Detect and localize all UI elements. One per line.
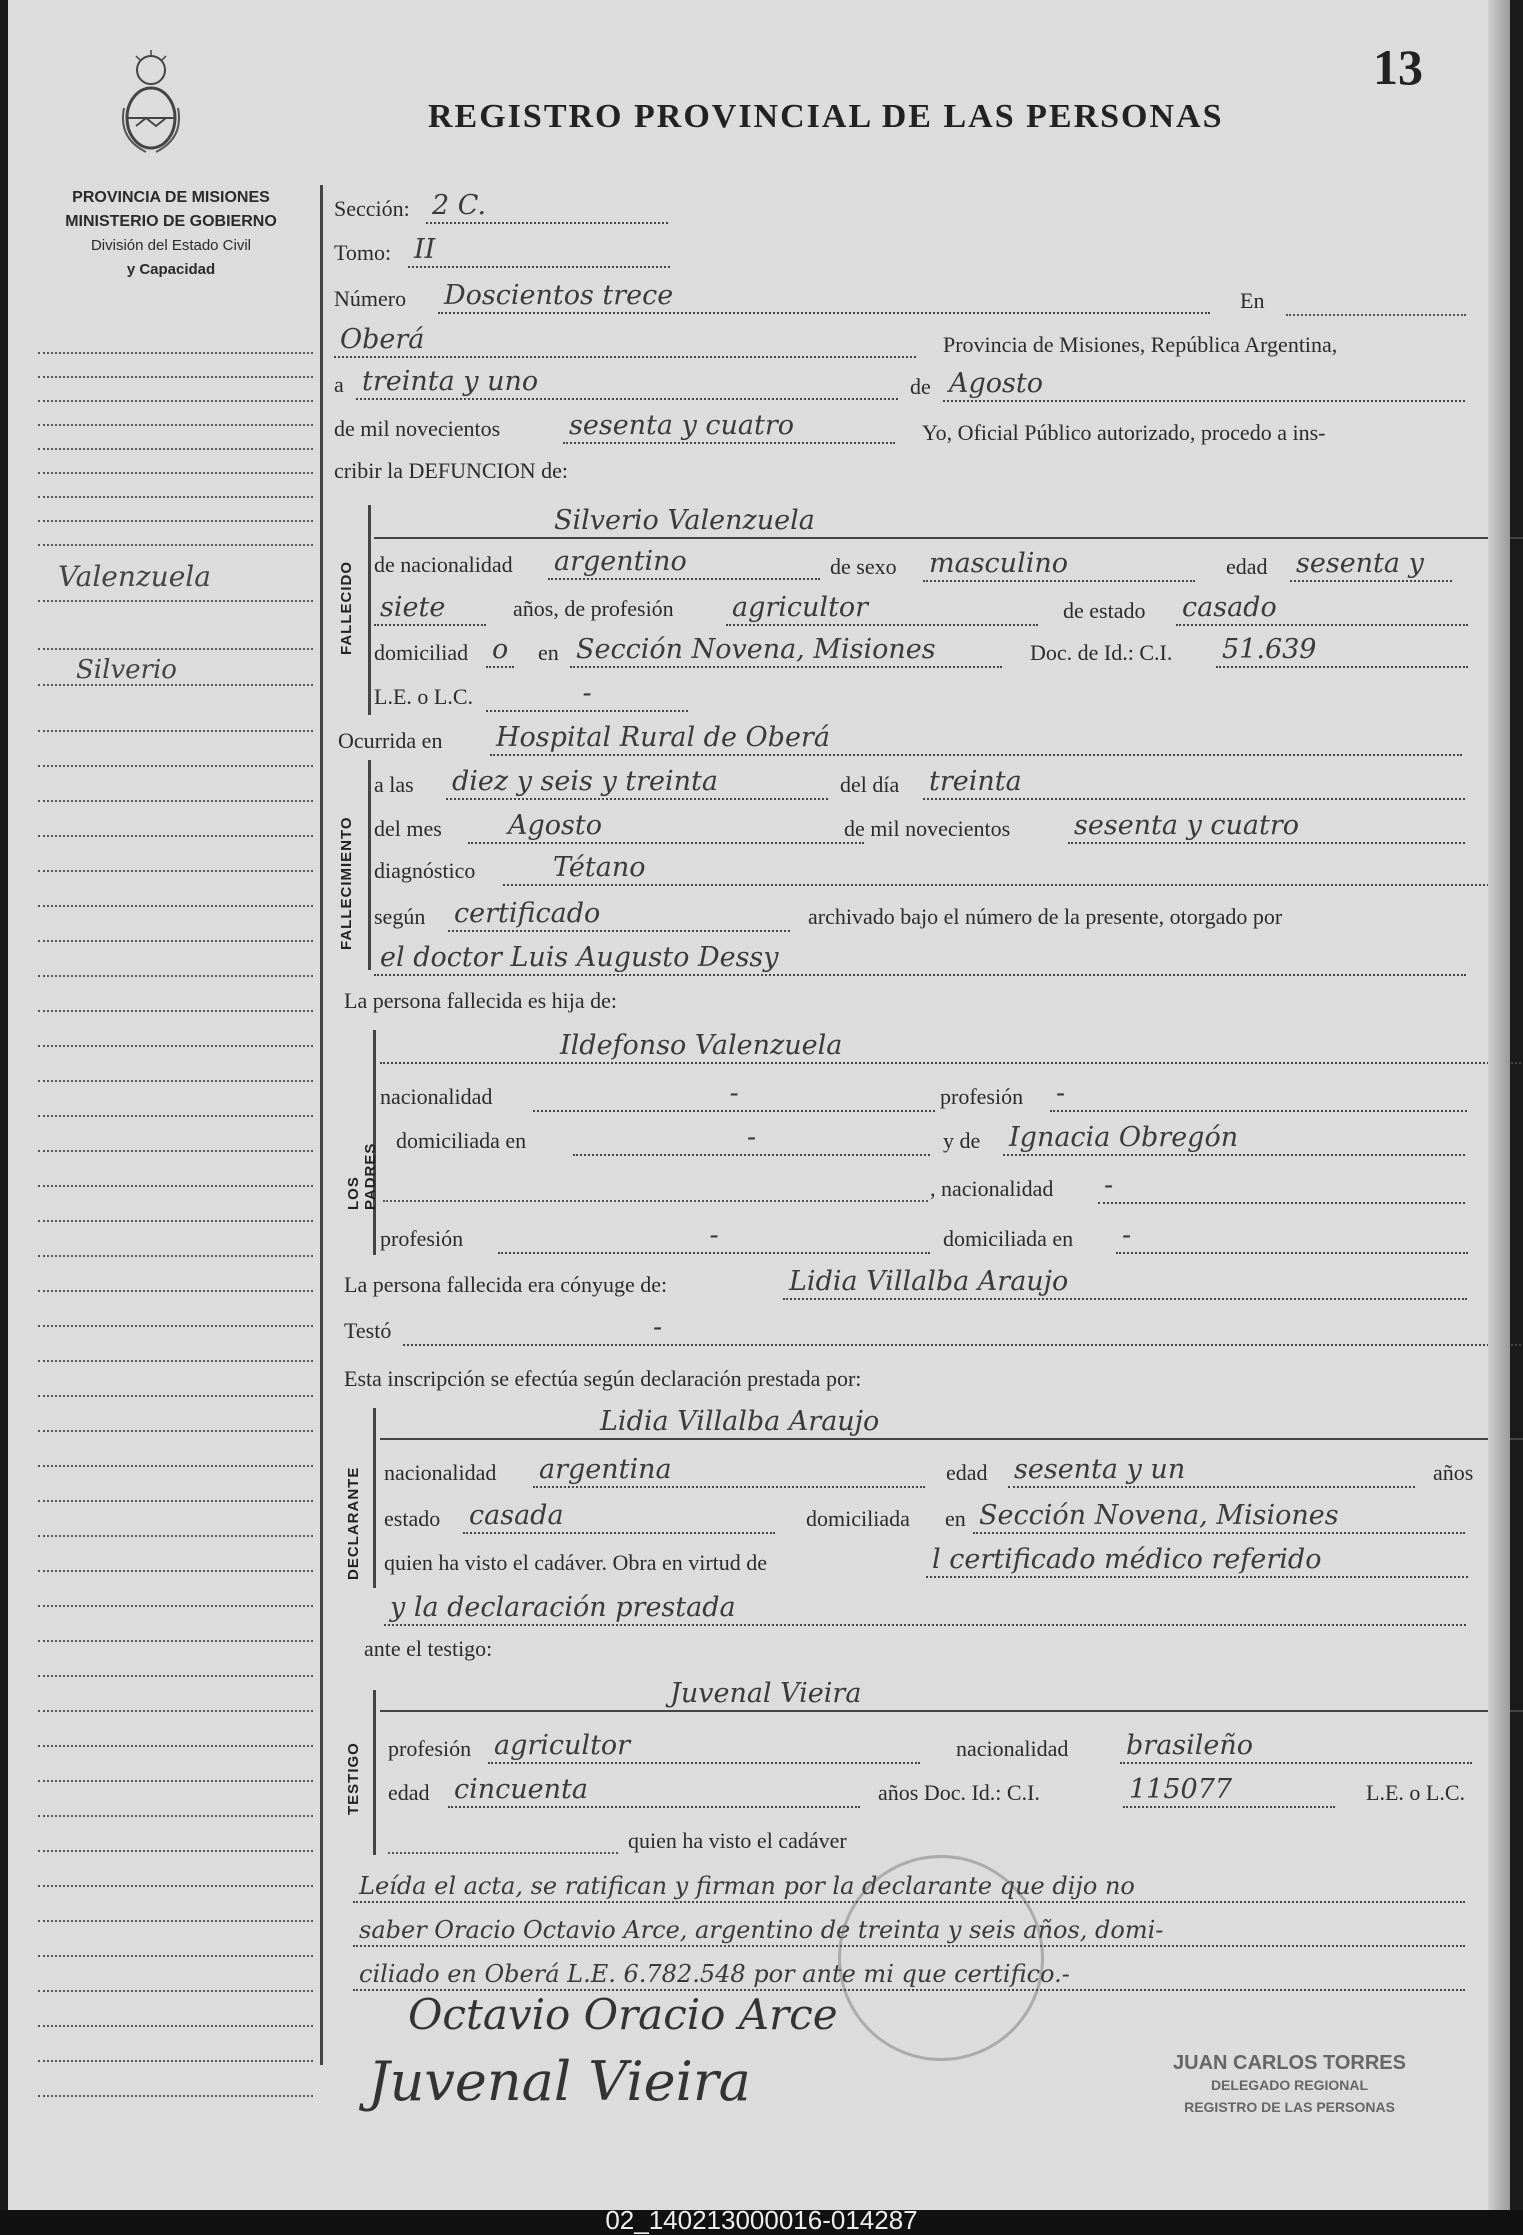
fallecido-nacionalidad-value: argentino [548, 546, 820, 580]
officer-name: JUAN CARLOS TORRES [1173, 2052, 1406, 2074]
declarante-anos-label: años [1433, 1460, 1474, 1485]
seccion-value: 2 C. [426, 190, 668, 224]
signature-2: Juvenal Vieira [368, 2050, 751, 2113]
fallecido-le-label: L.E. o L.C. [374, 684, 473, 709]
fallecido-domicilio-value: Sección Novena, Misiones [570, 634, 1002, 668]
declarante-cadaver-text: quien ha visto el cadáver. Obra en virtud de [384, 1550, 768, 1575]
fallecido-sexo-value: masculino [923, 548, 1195, 582]
declarante-domiciliada-label: domiciliada [806, 1506, 910, 1531]
padres-intro: La persona fallecida es hija de: [344, 988, 618, 1013]
testo-value: - [403, 1312, 1523, 1346]
archivado-text: archivado bajo el número de la presente, otorgado por [808, 904, 1283, 929]
margin-given-name: Silverio [76, 655, 177, 685]
medico-value: el doctor Luis Augusto Dessy [374, 942, 1466, 976]
year-value: sesenta y cuatro [563, 410, 895, 444]
anio-value: sesenta y cuatro [1068, 810, 1465, 844]
officer-stamp [1173, 2052, 1406, 2118]
testo-label: Testó [344, 1318, 392, 1343]
padres-profesion-label: profesión [940, 1084, 1024, 1109]
padres-profesion2-value: - [498, 1220, 930, 1254]
column-divider [320, 185, 323, 2065]
de-mil-label: de mil novecientos [844, 816, 1011, 841]
declarante-nacionalidad-value: argentina [533, 1454, 925, 1488]
conyuge-value: Lidia Villalba Araujo [783, 1266, 1467, 1300]
tomo-label: Tomo: [334, 240, 392, 265]
padre-nombre: Ildefonso Valenzuela [380, 1030, 1523, 1064]
ocurrida-label: Ocurrida en [338, 728, 443, 753]
seccion-label: Sección: [334, 196, 410, 221]
day-value: treinta y uno [356, 366, 898, 400]
tomo-value: II [408, 234, 670, 268]
fallecido-estado-value: casado [1176, 592, 1468, 626]
en-label: En [1240, 288, 1265, 313]
footer-bar [0, 2205, 1523, 2235]
testigo-bracket [373, 1690, 376, 1855]
ocurrida-value: Hospital Rural de Oberá [490, 722, 1462, 756]
padres-profesion-value: - [1050, 1078, 1467, 1112]
y-de-label: y de [943, 1128, 981, 1153]
padres-nacionalidad2-label: , nacionalidad [930, 1176, 1054, 1201]
fallecido-doc-value: 51.639 [1216, 634, 1468, 668]
numero-value: Doscientos trece [438, 280, 1210, 314]
testigo-edad-label: edad [388, 1780, 430, 1805]
inscribir-text: cribir la DEFUNCION de: [334, 458, 569, 483]
fallecido-sexo-label: de sexo [830, 554, 897, 579]
signature-1: Octavio Oracio Arce [408, 1990, 838, 2039]
testigo-edad-value: cincuenta [448, 1774, 860, 1808]
testigo-doc-label: años Doc. Id.: C.I. [878, 1780, 1040, 1805]
declarante-bracket [373, 1408, 376, 1588]
fallecido-profesion-value: agricultor [726, 592, 1038, 626]
segun-value: certificado [448, 898, 790, 932]
declarante-virtud-value-2: y la declaración prestada [384, 1592, 1466, 1626]
declarante-tag: DECLARANTE [345, 1466, 362, 1580]
year-prefix: de mil novecientos [334, 416, 501, 441]
yo-text: Yo, Oficial Público autorizado, procedo a ins- [922, 420, 1326, 445]
office-ministry: MINISTERIO DE GOBIERNO [65, 213, 277, 230]
padres-tag: LOS PADRES [345, 1142, 379, 1210]
place-value: Oberá [334, 324, 916, 358]
padres-domiciliada2-value: - [1116, 1220, 1468, 1254]
footer-id: 02_140213000016-014287 [605, 2205, 918, 2235]
declarante-edad-label: edad [946, 1460, 988, 1485]
coat-of-arms-icon [116, 48, 186, 158]
officer-office: REGISTRO DE LAS PERSONAS [1184, 2099, 1395, 2115]
testigo-nacionalidad-label: nacionalidad [956, 1736, 1069, 1761]
declarante-en-label: en [945, 1506, 966, 1531]
padres-profesion2-label: profesión [380, 1226, 464, 1251]
diagnostico-label: diagnóstico [374, 858, 476, 883]
padres-domiciliada2-label: domiciliada en [943, 1226, 1074, 1251]
fallecido-edad-label: edad [1226, 554, 1268, 579]
fallecido-domiciliado-suffix: o [486, 634, 514, 668]
office-capacity: y Capacidad [126, 261, 216, 278]
testigo-profesion-label: profesión [388, 1736, 472, 1761]
margin-surname: Valenzuela [58, 560, 211, 593]
padres-domiciliada-label: domiciliada en [396, 1128, 527, 1153]
fallecido-name: Silverio Valenzuela [374, 505, 1523, 539]
testigo-profesion-value: agricultor [488, 1730, 920, 1764]
office-division: División del Estado Civil [90, 237, 252, 254]
conyuge-label: La persona fallecida era cónyuge de: [344, 1272, 668, 1297]
officer-title: DELEGADO REGIONAL [1210, 2077, 1369, 2093]
dia-value: treinta [923, 766, 1465, 800]
closing-line-2: saber Oracio Octavio Arce, argentino de treinta y seis años, domi- [353, 1916, 1465, 1947]
a-label: a [334, 372, 344, 397]
hora-value: diez y seis y treinta [446, 766, 828, 800]
declarante-virtud-value-1: l certificado médico referido [926, 1544, 1468, 1578]
declarante-domicilio-value: Sección Novena, Misiones [973, 1500, 1465, 1534]
fallecido-profesion-label: años, de profesión [513, 596, 674, 621]
fallecido-edad-value-2: siete [374, 592, 486, 626]
fallecido-nacionalidad-label: de nacionalidad [374, 552, 513, 577]
declarante-nacionalidad-label: nacionalidad [384, 1460, 497, 1485]
a-las-label: a las [374, 772, 414, 797]
fallecido-estado-label: de estado [1063, 598, 1146, 623]
closing-line-3: ciliado en Oberá L.E. 6.782.548 por ante mi que certifico.- [353, 1960, 1465, 1991]
office-block [36, 186, 306, 282]
segun-label: según [374, 904, 426, 929]
month-value: Agosto [943, 368, 1465, 402]
padres-nacionalidad2-value: - [1098, 1170, 1465, 1204]
page-number: 13 [1373, 39, 1423, 95]
closing-line-1: Leída el acta, se ratifican y firman por la declarante que dijo no [353, 1872, 1465, 1903]
fallecimiento-tag: FALLECIMIENTO [338, 816, 355, 950]
de-label: de [910, 374, 931, 399]
register-page [8, 0, 1488, 2210]
fallecido-en-label: en [538, 640, 559, 665]
mes-value: Agosto [468, 810, 864, 844]
del-mes-label: del mes [374, 816, 442, 841]
padres-domiciliada-value: - [573, 1122, 930, 1156]
testigo-nombre: Juvenal Vieira [380, 1678, 1523, 1712]
diagnostico-value: Tétano [503, 852, 1509, 886]
page-title: REGISTRO PROVINCIAL DE LAS PERSONAS [428, 98, 1224, 135]
padres-nacionalidad-value: - [533, 1078, 935, 1112]
declarante-edad-value: sesenta y un [1008, 1454, 1415, 1488]
numero-label: Número [334, 286, 407, 311]
ante-testigo-label: ante el testigo: [364, 1636, 493, 1661]
fallecido-le-value: - [486, 678, 688, 712]
official-seal [838, 1855, 1044, 2061]
declarante-nombre: Lidia Villalba Araujo [380, 1406, 1523, 1440]
declarante-estado-value: casada [463, 1500, 775, 1534]
declarante-intro: Esta inscripción se efectúa según declaración prestada por: [344, 1366, 862, 1391]
madre-nombre: Ignacia Obregón [1003, 1122, 1465, 1156]
office-province: PROVINCIA DE MISIONES [72, 189, 270, 206]
declarante-estado-label: estado [384, 1506, 441, 1531]
fallecido-edad-value-1: sesenta y [1290, 548, 1452, 582]
fallecimiento-bracket [368, 760, 371, 970]
fallecido-tag: FALLECIDO [338, 561, 355, 655]
del-dia-label: del día [840, 772, 900, 797]
testigo-nacionalidad-value: brasileño [1120, 1730, 1472, 1764]
testigo-cadaver-text: quien ha visto el cadáver [628, 1828, 847, 1853]
fallecido-domiciliado-label: domiciliad [374, 640, 469, 665]
testigo-le-label: L.E. o L.C. [1366, 1780, 1465, 1805]
provincia-text: Provincia de Misiones, República Argentina, [943, 332, 1338, 357]
fallecido-bracket [368, 505, 371, 715]
fallecido-doc-label: Doc. de Id.: C.I. [1030, 640, 1173, 665]
testigo-doc-value: 115077 [1123, 1774, 1335, 1808]
padres-nacionalidad-label: nacionalidad [380, 1084, 493, 1109]
testigo-tag: TESTIGO [345, 1742, 362, 1815]
